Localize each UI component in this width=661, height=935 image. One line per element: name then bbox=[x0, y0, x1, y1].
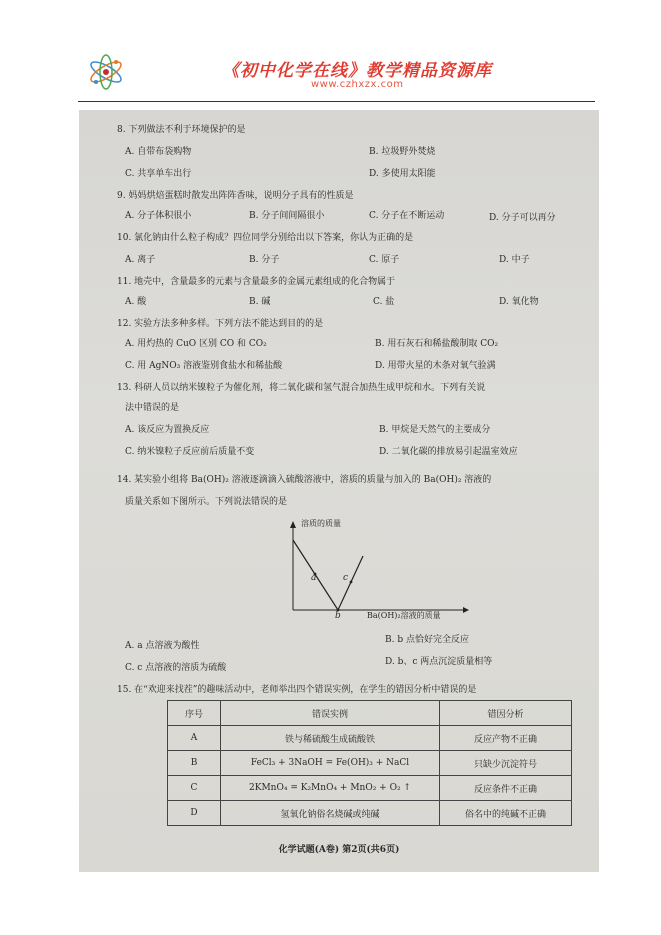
row-id: B bbox=[168, 751, 221, 776]
atom-logo-icon bbox=[86, 52, 126, 92]
table-header-row bbox=[168, 701, 572, 726]
row-analysis: 反应条件不正确 bbox=[440, 776, 572, 801]
q13-option-b: B. 甲烷是天然气的主要成分 bbox=[379, 425, 491, 435]
q12-option-d: D. 用带火星的木条对氧气验满 bbox=[375, 361, 496, 371]
table-row bbox=[168, 751, 572, 776]
table-row bbox=[168, 776, 572, 801]
exam-page-photo bbox=[79, 110, 599, 872]
row-example: 2KMnO₄ = K₂MnO₄ + MnO₂ + O₂ ↑ bbox=[221, 776, 440, 801]
row-id: A bbox=[168, 726, 221, 751]
q9-option-a: A. 分子体积很小 bbox=[125, 211, 192, 221]
graph-x-label: Ba(OH)₂溶液的质量 bbox=[367, 611, 441, 620]
q9-option-b: B. 分子间间隔很小 bbox=[249, 211, 325, 221]
q10-option-c: C. 原子 bbox=[369, 255, 400, 265]
banner-url: www.czhxzx.com bbox=[311, 79, 404, 90]
q13-stem: 13. 科研人员以纳米镍粒子为催化剂，将二氧化碳和氢气混合加热生成甲烷和水。下列有关说 bbox=[117, 383, 486, 393]
q12-option-a: A. 用灼热的 CuO 区别 CO 和 CO₂ bbox=[125, 339, 267, 349]
graph-point-c: c bbox=[343, 573, 349, 583]
row-id: C bbox=[168, 776, 221, 801]
q14-option-c: C. c 点溶液的溶质为硫酸 bbox=[125, 663, 227, 673]
table-header: 序号 bbox=[168, 701, 221, 726]
row-analysis: 只缺少沉淀符号 bbox=[440, 751, 572, 776]
row-analysis: 俗名中的纯碱不正确 bbox=[440, 801, 572, 826]
q11-option-d: D. 氧化物 bbox=[499, 297, 539, 307]
q11-stem: 11. 地壳中，含量最多的元素与含量最多的金属元素组成的化合物属于 bbox=[117, 277, 396, 287]
q9-option-d: D. 分子可以再分 bbox=[489, 213, 556, 223]
q14-option-a: A. a 点溶液为酸性 bbox=[125, 641, 200, 651]
row-id: D bbox=[168, 801, 221, 826]
q14-option-d: D. b、c 两点沉淀质量相等 bbox=[385, 657, 493, 667]
q12-option-b: B. 用石灰石和稀盐酸制取 CO₂ bbox=[375, 339, 499, 349]
row-analysis: 反应产物不正确 bbox=[440, 726, 572, 751]
q13-option-d: D. 二氧化碳的排放易引起温室效应 bbox=[379, 447, 518, 457]
site-header bbox=[0, 0, 661, 105]
q12-option-c: C. 用 AgNO₃ 溶液鉴别食盐水和稀盐酸 bbox=[125, 361, 283, 371]
q9-stem: 9. 妈妈烘焙蛋糕时散发出阵阵香味，说明分子具有的性质是 bbox=[117, 191, 354, 201]
q11-option-a: A. 酸 bbox=[125, 297, 147, 307]
table-row bbox=[168, 801, 572, 826]
q11-option-b: B. 碱 bbox=[249, 297, 271, 307]
q11-option-c: C. 盐 bbox=[373, 297, 395, 307]
q8-option-a: A. 自带布袋购物 bbox=[125, 147, 192, 157]
graph-point-b: b bbox=[335, 611, 341, 621]
q8-stem: 8. 下列做法不利于环境保护的是 bbox=[117, 125, 246, 135]
q13-option-c: C. 纳米镍粒子反应前后质量不变 bbox=[125, 447, 255, 457]
q12-stem: 12. 实验方法多种多样。下列方法不能达到目的的是 bbox=[117, 319, 324, 329]
q8-option-d: D. 多使用太阳能 bbox=[369, 169, 436, 179]
solute-mass-graph bbox=[283, 518, 483, 618]
header-divider bbox=[78, 101, 595, 102]
q8-option-b: B. 垃圾野外焚烧 bbox=[369, 147, 436, 157]
q14-stem: 14. 某实验小组将 Ba(OH)₂ 溶液逐滴滴入硫酸溶液中，溶质的质量与加入的 Ba(OH)₂ 溶液的 bbox=[117, 475, 492, 485]
q10-option-d: D. 中子 bbox=[499, 255, 530, 265]
q14-stem-cont: 质量关系如下图所示。下列说法错误的是 bbox=[125, 497, 288, 507]
error-analysis-table bbox=[167, 700, 572, 826]
q10-option-a: A. 离子 bbox=[125, 255, 156, 265]
row-example: FeCl₃ + 3NaOH = Fe(OH)₃ + NaCl bbox=[221, 751, 440, 776]
q10-stem: 10. 氯化钠由什么粒子构成？四位同学分别给出以下答案，你认为正确的是 bbox=[117, 233, 414, 243]
q14-option-b: B. b 点恰好完全反应 bbox=[385, 635, 469, 645]
q13-option-a: A. 该反应为置换反应 bbox=[125, 425, 210, 435]
q13-stem-cont: 法中错误的是 bbox=[125, 403, 180, 413]
table-row bbox=[168, 726, 572, 751]
page-footer: 化学试题(A卷) 第2页(共6页) bbox=[278, 845, 400, 855]
q10-option-b: B. 分子 bbox=[249, 255, 280, 265]
graph-y-label: 溶质的质量 bbox=[301, 519, 341, 528]
table-header: 错因分析 bbox=[440, 701, 572, 726]
q8-option-c: C. 共享单车出行 bbox=[125, 169, 192, 179]
q15-stem: 15. 在“欢迎来找茬”的趣味活动中，老师举出四个错误实例，在学生的错因分析中错误的是 bbox=[117, 685, 477, 695]
graph-point-a: a bbox=[311, 573, 317, 583]
table-header: 错误实例 bbox=[221, 701, 440, 726]
row-example: 氢氧化钠俗名烧碱或纯碱 bbox=[221, 801, 440, 826]
banner-title: 《初中化学在线》教学精品资源库 bbox=[222, 61, 492, 81]
q9-option-c: C. 分子在不断运动 bbox=[369, 211, 445, 221]
row-example: 铁与稀硫酸生成硫酸铁 bbox=[221, 726, 440, 751]
